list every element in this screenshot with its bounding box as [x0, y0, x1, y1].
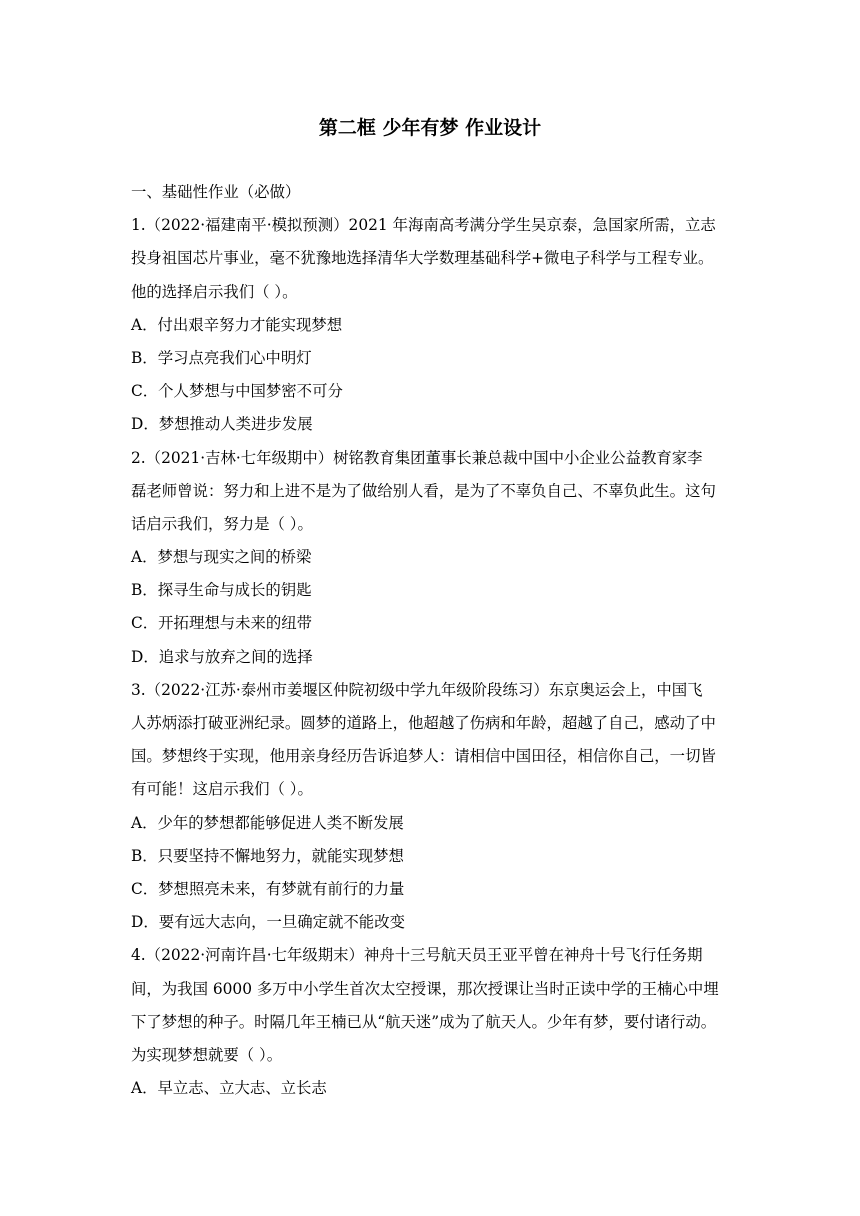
question-stem-line: 3.（2022·江苏·泰州市姜堰区仲院初级中学九年级阶段练习）东京奥运会上，中国飞	[131, 680, 703, 699]
answer-option: C．个人梦想与中国梦密不可分	[131, 382, 343, 401]
question-stem-line: 间，为我国 6000 多万中小学生首次太空授课，那次授课让当时正读中学的王楠心中埋	[131, 979, 719, 998]
answer-option: B．学习点亮我们心中明灯	[131, 348, 312, 367]
section-heading: 一、基础性作业（必做）	[131, 183, 301, 201]
question-stem-line: 1.（2022·福建南平·模拟预测）2021 年海南高考满分学生吴京泰，急国家所需，立志	[131, 216, 716, 235]
question-1	[131, 209, 741, 441]
question-stem-line: 4.（2022·河南许昌·七年级期末）神舟十三号航天员王亚平曾在神舟十号飞行任务期	[131, 946, 703, 965]
answer-option: A．少年的梦想都能够促进人类不断发展	[131, 813, 404, 832]
page-title: 第二框 少年有梦 作业设计	[318, 117, 542, 139]
question-stem-line: 2.（2021·吉林·七年级期中）树铭教育集团董事长兼总裁中国中小企业公益教育家李	[131, 448, 703, 467]
question-stem-line: 为实现梦想就要（ ）。	[131, 1045, 283, 1064]
answer-option: B．探寻生命与成长的钥匙	[131, 581, 312, 600]
document-body	[131, 176, 741, 1105]
question-stem-line: 投身祖国芯片事业，毫不犹豫地选择清华大学数理基础科学+微电子科学与工程专业。	[131, 249, 714, 268]
answer-option: A．付出艰辛努力才能实现梦想	[131, 315, 343, 334]
question-stem-line: 国。梦想终于实现，他用亲身经历告诉追梦人：请相信中国田径，相信你自己，一切皆	[131, 747, 716, 766]
question-stem-line: 下了梦想的种子。时隔几年王楠已从“航天迷”成为了航天人。少年有梦，要付诸行动。	[131, 1012, 717, 1031]
question-stem-line: 有可能！这启示我们（ ）。	[131, 780, 313, 799]
answer-option: D．要有远大志向，一旦确定就不能改变	[131, 913, 405, 932]
answer-option: C．开拓理想与未来的纽带	[131, 614, 313, 633]
question-4	[131, 939, 741, 1105]
answer-option: C．梦想照亮未来，有梦就有前行的力量	[131, 879, 405, 898]
answer-option: D．梦想推动人类进步发展	[131, 415, 313, 434]
answer-option: D．追求与放弃之间的选择	[131, 647, 313, 666]
question-stem-line: 人苏炳添打破亚洲纪录。圆梦的道路上，他超越了伤病和年龄，超越了自己，感动了中	[131, 714, 716, 732]
answer-option: A．早立志、立大志、立长志	[131, 1079, 327, 1098]
question-stem-line: 话启示我们，努力是（ ）。	[131, 514, 313, 533]
question-2	[131, 442, 741, 674]
question-stem-line: 他的选择启示我们（ ）。	[131, 282, 298, 301]
answer-option: B．只要坚持不懈地努力，就能实现梦想	[131, 846, 404, 865]
answer-option: A．梦想与现实之间的桥梁	[131, 548, 312, 567]
question-stem-line: 磊老师曾说：努力和上进不是为了做给别人看，是为了不辜负自己、不辜负此生。这句	[131, 481, 716, 500]
question-3	[131, 674, 741, 940]
